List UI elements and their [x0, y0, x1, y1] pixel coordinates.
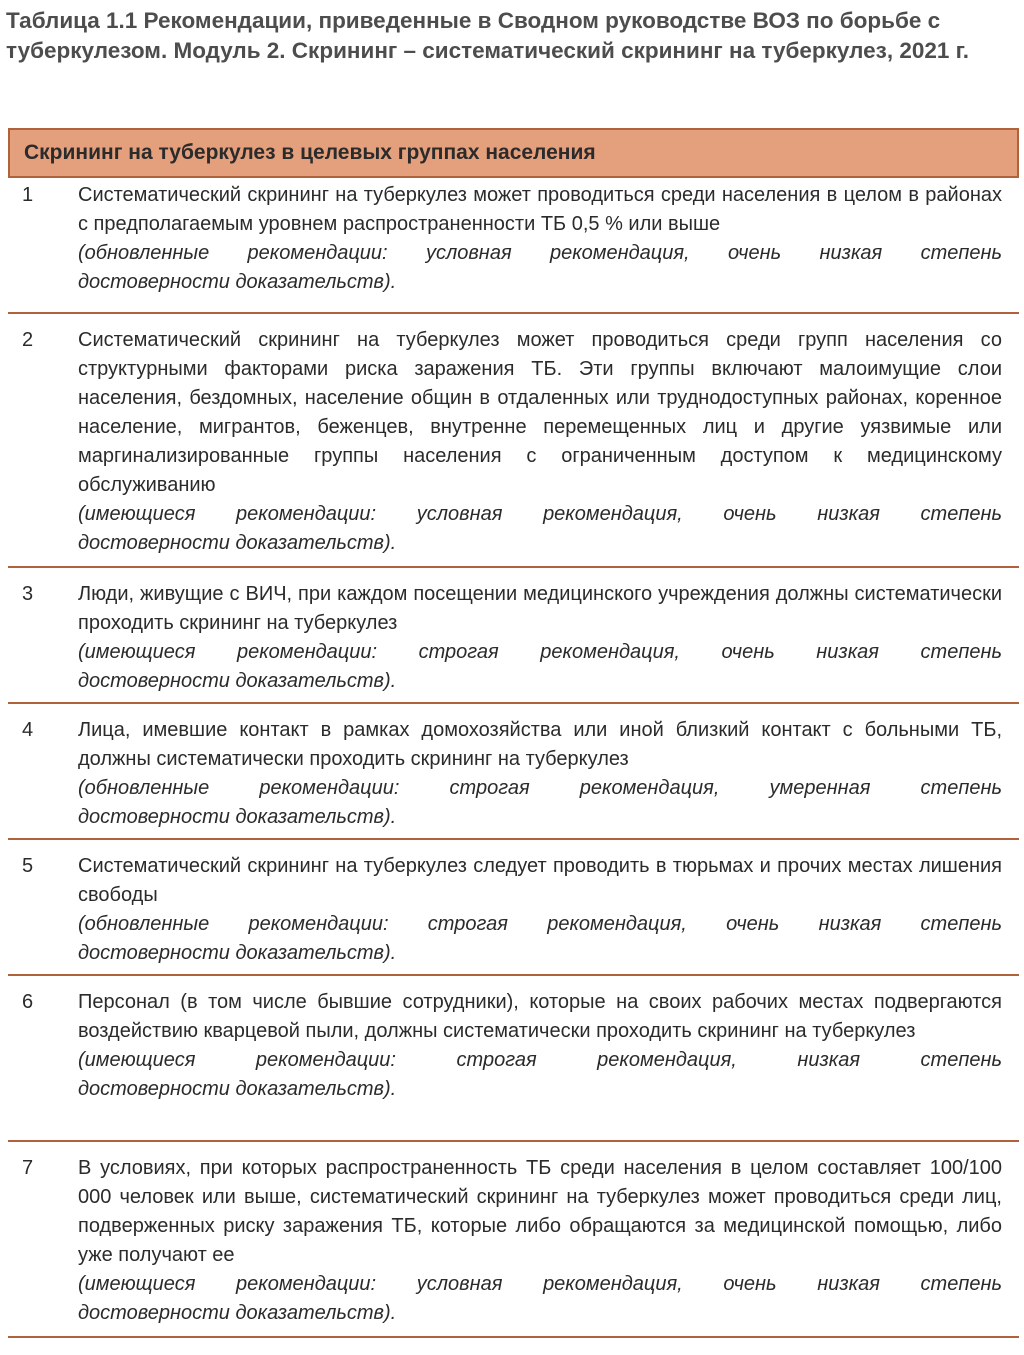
row-number: 7: [22, 1157, 34, 1179]
recommendation-text: Систематический скрининг на туберкулез может проводиться среди населения в целом в районах с предполагаемым уровнем распространенности ТБ 0,5 % или выше: [78, 184, 1002, 235]
evidence-note: (обновленные рекомендации: строгая рекомендация, умеренная степень: [78, 777, 1002, 799]
row-body: [78, 181, 1002, 297]
row-body: [78, 580, 1002, 696]
table-row: [8, 704, 1019, 840]
row-number: 5: [22, 855, 34, 877]
row-number: 1: [22, 184, 34, 206]
evidence-note-end: достоверности доказательств).: [78, 670, 397, 692]
row-number: 2: [22, 329, 34, 351]
recommendation-text: Систематический скрининг на туберкулез может проводиться среди групп населения со структурными факторами риска заражения ТБ. Эти группы включают малоимущие слои населения, бездомных, население общин в отдаленных или труднодоступных районах, коренное население, мигрантов, беженцев, внутренне перемещенных лиц и другие уязвимые или маргинализированные группы населения с ограниченным доступом к медицинскому обслуживанию: [78, 329, 1002, 496]
evidence-note: (имеющиеся рекомендации: строгая рекомендация, очень низкая степень: [78, 641, 1002, 663]
table-row: [8, 178, 1019, 314]
evidence-note: (обновленные рекомендации: строгая рекомендация, очень низкая степень: [78, 913, 1002, 935]
table-row: [8, 976, 1019, 1142]
recommendation-text: Лица, имевшие контакт в рамках домохозяйства или иной близкий контакт с больными ТБ, должны систематически проходить скрининг на туберкулез: [78, 719, 1002, 770]
recommendation-text: В условиях, при которых распространенность ТБ среди населения в целом составляет 100/100 000 человек или выше, систематический скрининг на туберкулез может проводиться среди лиц, подверженных риску заражения ТБ, которые либо обращаются за медицинской помощью, либо уже получают ее: [78, 1157, 1002, 1266]
evidence-note-end: достоверности доказательств).: [78, 532, 397, 554]
recommendations-table: [8, 128, 1019, 1338]
table-row: [8, 840, 1019, 976]
evidence-note: (имеющиеся рекомендации: строгая рекомендация, низкая степень: [78, 1049, 1002, 1071]
row-body: [78, 326, 1002, 558]
table-row: [8, 314, 1019, 568]
evidence-note: (имеющиеся рекомендации: условная рекомендация, очень низкая степень: [78, 1273, 1002, 1295]
evidence-note: (имеющиеся рекомендации: условная рекомендация, очень низкая степень: [78, 503, 1002, 525]
evidence-note-end: достоверности доказательств).: [78, 271, 397, 293]
row-body: [78, 988, 1002, 1104]
recommendation-text: Люди, живущие с ВИЧ, при каждом посещении медицинского учреждения должны систематически проходить скрининг на туберкулез: [78, 583, 1002, 634]
evidence-note: (обновленные рекомендации: условная рекомендация, очень низкая степень: [78, 242, 1002, 264]
table-row: [8, 1142, 1019, 1338]
row-body: [78, 1154, 1002, 1328]
recommendation-text: Систематический скрининг на туберкулез следует проводить в тюрьмах и прочих местах лишения свободы: [78, 855, 1002, 906]
row-body: [78, 716, 1002, 832]
row-body: [78, 852, 1002, 968]
evidence-note-end: достоверности доказательств).: [78, 1078, 397, 1100]
evidence-note-end: достоверности доказательств).: [78, 806, 397, 828]
recommendation-text: Персонал (в том числе бывшие сотрудники), которые на своих рабочих местах подвергаются воздействию кварцевой пыли, должны систематически проходить скрининг на туберкулез: [78, 991, 1002, 1042]
table-row: [8, 568, 1019, 704]
evidence-note-end: достоверности доказательств).: [78, 1302, 397, 1324]
row-number: 4: [22, 719, 34, 741]
table-title: Таблица 1.1 Рекомендации, приведенные в Сводном руководстве ВОЗ по борьбе с туберкулезом. Модуль 2. Скрининг – систематический скрининг на туберкулез, 2021 г.: [6, 8, 970, 63]
row-number: 6: [22, 991, 34, 1013]
section-header: Скрининг на туберкулез в целевых группах населения: [8, 128, 1019, 178]
row-number: 3: [22, 583, 34, 605]
evidence-note-end: достоверности доказательств).: [78, 942, 397, 964]
